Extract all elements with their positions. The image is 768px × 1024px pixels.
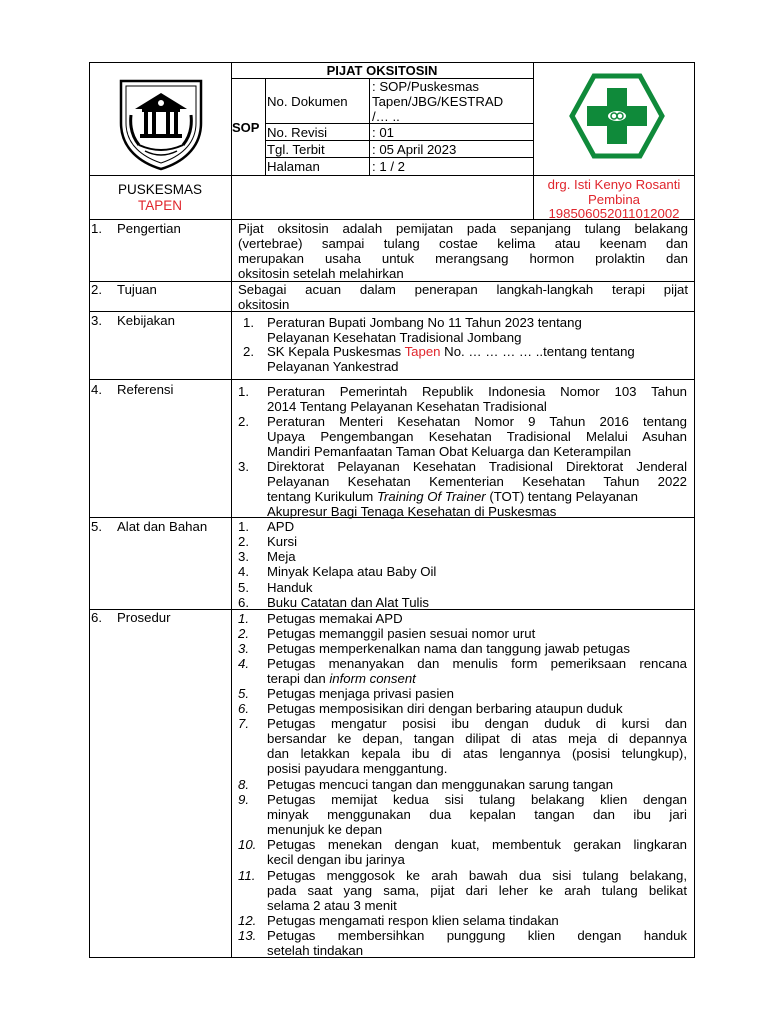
step-text: minyak menggunakan dua kepalan tangan dan ibu jari	[267, 807, 687, 822]
step-text: Petugas menggosok ke arah bawah dua sisi tulang belakang,	[267, 868, 687, 883]
step-number: 12.	[238, 913, 257, 928]
step-4-italic: inform consent	[329, 671, 416, 686]
sop-label: SOP	[232, 120, 260, 135]
step-4-b: terapi dan	[267, 671, 330, 686]
pengertian-line: (vertebrae) sampai tulang costae kelima atau keenam dan	[238, 236, 688, 251]
no-revisi-value: : 01	[372, 125, 394, 140]
signer-rank: Pembina	[587, 192, 641, 207]
section-label-referensi: Referensi	[117, 382, 174, 397]
list-number: 6.	[238, 595, 249, 610]
step-text: bersandar ke depan, tangan dilipat di atas meja di depannya	[267, 731, 687, 746]
list-number: 2.	[238, 414, 249, 429]
step-number: 1.	[238, 611, 249, 626]
step-text: menunjuk ke depan	[267, 822, 383, 837]
step-text: Petugas mengatur posisi ibu dengan duduk di kursi dan	[267, 716, 687, 731]
step-text: Petugas memanggil pasien sesuai nomor urut	[267, 626, 536, 641]
kebijakan-item-1-line1: Peraturan Bupati Jombang No 11 Tahun 2023 tentang	[267, 315, 582, 330]
referensi-line: Mandiri Pemanfaatan Taman Obat Keluarga dan Keterampilan	[267, 444, 632, 459]
referensi-line: Upaya Pengembangan Kesehatan Tradisional Melalui Asuhan	[267, 429, 687, 444]
step-number: 10.	[238, 837, 257, 852]
section-label-prosedur: Prosedur	[117, 610, 171, 625]
step-text: posisi payudara menggantung.	[267, 761, 448, 776]
no-dokumen-value-line3: /… ..	[372, 109, 400, 124]
referensi-mixed-italic: Training Of Trainer	[376, 489, 486, 504]
regency-seal-logo	[115, 75, 207, 172]
kebijakan-item-2-line1	[267, 344, 635, 359]
step-text: Petugas mencuci tangan dan menggunakan sarung tangan	[267, 777, 614, 792]
body-divider	[231, 219, 232, 958]
row-sep-2	[89, 311, 695, 312]
pengertian-line: merupakan usaha untuk merangsang hormon prolaktin dan	[238, 251, 688, 266]
section-label-pengertian: Pengertian	[117, 221, 181, 236]
referensi-line: 2014 Tentang Pelayanan Kesehatan Tradisional	[267, 399, 547, 414]
step-text: Petugas memakai APD	[267, 611, 403, 626]
puskesmas-name: TAPEN	[137, 198, 182, 213]
step-number: 6.	[238, 701, 249, 716]
alat-item: APD	[267, 519, 295, 534]
section-number: 4.	[91, 382, 102, 397]
no-dokumen-label: No. Dokumen	[267, 94, 348, 109]
tgl-terbit-value: : 05 April 2023	[372, 142, 457, 157]
section-number: 5.	[91, 519, 102, 534]
section-number: 6.	[91, 610, 102, 625]
header-mid-line	[89, 175, 695, 176]
alat-item: Buku Catatan dan Alat Tulis	[267, 595, 430, 610]
step-text: dan letakkan kepala ibu di atas lengannya (posisi telungkup),	[267, 746, 687, 761]
step-number: 9.	[238, 792, 249, 807]
signer-name: drg. Isti Kenyo Rosanti	[547, 177, 681, 192]
border-bottom	[89, 957, 695, 958]
document-title: PIJAT OKSITOSIN	[326, 63, 438, 78]
no-revisi-label: No. Revisi	[267, 125, 328, 140]
kebijakan-item-1-line2: Pelayanan Kesehatan Tradisional Jombang	[267, 330, 522, 345]
signer-nip: 198506052011012002	[548, 206, 680, 221]
step-text: Petugas memperkenalkan nama dan tanggung jawab petugas	[267, 641, 630, 656]
section-label-tujuan: Tujuan	[117, 282, 157, 297]
section-number: 1.	[91, 221, 102, 236]
pengertian-line: Pijat oksitosin adalah pemijatan pada sepanjang tulang belakang	[238, 221, 688, 236]
row-line-2	[265, 140, 533, 141]
list-number: 1.	[238, 384, 249, 399]
row-line-3	[265, 157, 533, 158]
list-number: 3.	[238, 459, 249, 474]
step-text: Petugas memposisikan diri dengan berbaring ataupun duduk	[267, 701, 623, 716]
referensi-line: Akupresur Bagi Tenaga Kesehatan di Puskesmas	[267, 504, 557, 519]
step-text: kecil dengan ibu jarinya	[267, 852, 405, 867]
referensi-line: Peraturan Pemerintah Republik Indonesia Nomor 103 Tahun	[267, 384, 687, 399]
kebijakan-item-2-red: Tapen	[404, 344, 441, 359]
alat-item: Handuk	[267, 580, 313, 595]
header-divider-1	[231, 62, 232, 219]
halaman-label: Halaman	[267, 159, 320, 174]
alat-item: Minyak Kelapa atau Baby Oil	[267, 564, 437, 579]
list-number: 1.	[238, 519, 249, 534]
list-number: 3.	[238, 549, 249, 564]
sop-divider	[265, 79, 266, 176]
step-number: 13.	[238, 928, 257, 943]
step-number: 2.	[238, 626, 249, 641]
list-number: 1.	[243, 315, 254, 330]
section-number: 3.	[91, 313, 102, 328]
tujuan-line: Sebagai acuan dalam penerapan langkah-langkah terapi pijat	[238, 282, 688, 297]
step-text: Petugas mengamati respon klien selama tindakan	[267, 913, 559, 928]
referensi-line: Direktorat Pelayanan Kesehatan Tradisional Direktorat Jenderal	[267, 459, 687, 474]
step-text-mixed	[267, 671, 416, 686]
section-label-alat: Alat dan Bahan	[117, 519, 208, 534]
puskesmas-label: PUSKESMAS	[117, 182, 203, 197]
row-sep-3	[89, 379, 695, 380]
step-number: 5.	[238, 686, 249, 701]
step-text: Petugas menekan dengan kuat, membentuk gerakan lingkaran	[267, 837, 687, 852]
step-text: Petugas memijat kedua sisi tulang belakang klien dengan	[267, 792, 687, 807]
kebijakan-item-2-suffix: No. … … … … ..tentang tentang	[440, 344, 635, 359]
tujuan-line: oksitosin	[238, 297, 290, 312]
value-divider	[369, 79, 370, 176]
list-number: 5.	[238, 580, 249, 595]
step-number: 8.	[238, 777, 249, 792]
step-text: Petugas membersihkan punggung klien dengan handuk	[267, 928, 687, 943]
list-number: 2.	[243, 344, 254, 359]
step-text: Petugas menjaga privasi pasien	[267, 686, 454, 701]
pengertian-line: oksitosin setelah melahirkan	[238, 266, 404, 281]
referensi-mixed-b: (TOT) tentang Pelayanan	[485, 489, 638, 504]
referensi-line-mixed	[267, 489, 638, 504]
step-number: 4.	[238, 656, 249, 671]
step-text: setelah tindakan	[267, 943, 364, 958]
referensi-line: Peraturan Menteri Kesehatan Nomor 9 Tahun 2016 tentang	[267, 414, 687, 429]
step-text: pada saat yang sama, pijat dari leher ke arah tulang belikat	[267, 883, 687, 898]
list-number: 2.	[238, 534, 249, 549]
tgl-terbit-label: Tgl. Terbit	[267, 142, 325, 157]
alat-item: Meja	[267, 549, 296, 564]
kebijakan-item-2-line2: Pelayanan Yankestrad	[267, 359, 399, 374]
kebijakan-item-2-prefix: SK Kepala Puskesmas	[267, 344, 405, 359]
border-right	[694, 62, 695, 958]
alat-item: Kursi	[267, 534, 298, 549]
list-number: 4.	[238, 564, 249, 579]
halaman-value: : 1 / 2	[372, 159, 405, 174]
no-dokumen-value-line1: : SOP/Puskesmas	[372, 79, 480, 94]
section-number: 2.	[91, 282, 102, 297]
no-dokumen-value-line2: Tapen/JBG/KESTRAD	[372, 94, 504, 109]
step-text: selama 2 atau 3 menit	[267, 898, 397, 913]
puskesmas-logo	[569, 73, 665, 159]
step-number: 7.	[238, 716, 249, 731]
step-number: 3.	[238, 641, 249, 656]
referensi-mixed-a: tentang Kurikulum	[267, 489, 377, 504]
step-text: Petugas menanyakan dan menulis form pemeriksaan rencana	[267, 656, 687, 671]
section-label-kebijakan: Kebijakan	[117, 313, 175, 328]
step-number: 11.	[238, 868, 256, 883]
referensi-line: Pelayanan Kesehatan Kementerian Kesehatan Tahun 2022	[267, 474, 687, 489]
